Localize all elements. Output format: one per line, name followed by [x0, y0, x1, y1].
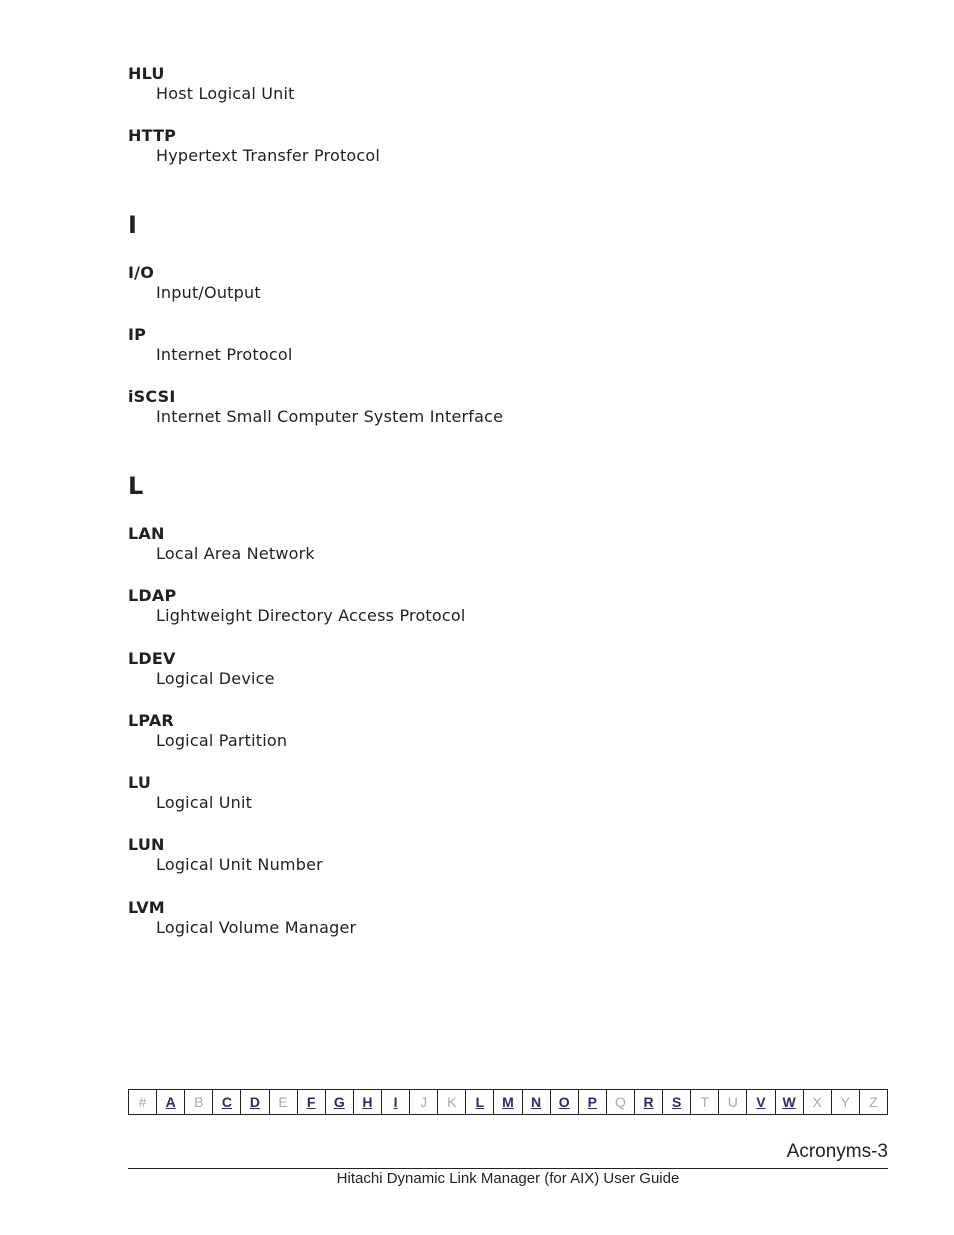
- acronym-entry: [128, 773, 252, 813]
- acronym-definition: Host Logical Unit: [156, 84, 295, 103]
- acronym-definition: Input/Output: [156, 283, 261, 302]
- acronym-term: LAN: [128, 524, 165, 543]
- alpha-link-l[interactable]: L: [466, 1090, 494, 1114]
- section-heading-i: I: [128, 211, 137, 239]
- alpha-link-hash: #: [129, 1090, 157, 1114]
- acronym-definition: Internet Small Computer System Interface: [156, 407, 504, 426]
- alpha-link-k: K: [438, 1090, 466, 1114]
- alpha-link-a[interactable]: A: [157, 1090, 185, 1114]
- alpha-link-u: U: [719, 1090, 747, 1114]
- acronym-definition: Internet Protocol: [156, 345, 293, 364]
- acronym-entry: [128, 711, 287, 751]
- alpha-link-i[interactable]: I: [382, 1090, 410, 1114]
- acronym-term: LU: [128, 773, 152, 792]
- acronym-term: iSCSI: [128, 387, 176, 406]
- alpha-link-h[interactable]: H: [354, 1090, 382, 1114]
- footer-guide-title: Hitachi Dynamic Link Manager (for AIX) User Guide: [336, 1170, 680, 1187]
- page-number-label: Acronyms-3: [786, 1141, 888, 1162]
- acronym-term: I/O: [128, 263, 154, 282]
- alpha-link-g[interactable]: G: [326, 1090, 354, 1114]
- alpha-link-t: T: [691, 1090, 719, 1114]
- alphabet-index-nav: [128, 1089, 888, 1115]
- acronym-definition: Logical Unit: [156, 793, 253, 812]
- acronym-term: HTTP: [128, 126, 177, 145]
- acronym-definition: Logical Device: [156, 669, 275, 688]
- acronym-definition: Lightweight Directory Access Protocol: [156, 606, 466, 625]
- alpha-link-m[interactable]: M: [494, 1090, 522, 1114]
- alpha-link-f[interactable]: F: [298, 1090, 326, 1114]
- alpha-link-o[interactable]: O: [551, 1090, 579, 1114]
- acronym-entry: [128, 387, 503, 427]
- acronym-definition: Logical Unit Number: [156, 855, 323, 874]
- acronym-entry: [128, 649, 275, 689]
- acronym-entry: [128, 898, 356, 938]
- acronym-entry: [128, 325, 293, 365]
- acronym-term: IP: [128, 325, 147, 344]
- acronym-term: LVM: [128, 898, 165, 917]
- acronym-term: LDEV: [128, 649, 176, 668]
- acronym-entry: [128, 835, 323, 875]
- acronym-term: LUN: [128, 835, 165, 854]
- alpha-link-j: J: [410, 1090, 438, 1114]
- acronym-term: LPAR: [128, 711, 174, 730]
- acronym-term: HLU: [128, 64, 165, 83]
- alpha-link-y: Y: [832, 1090, 860, 1114]
- alpha-link-v[interactable]: V: [747, 1090, 775, 1114]
- acronym-entry: [128, 586, 466, 626]
- alpha-link-b: B: [185, 1090, 213, 1114]
- alpha-link-s[interactable]: S: [663, 1090, 691, 1114]
- acronym-term: LDAP: [128, 586, 177, 605]
- acronym-entry: [128, 64, 295, 104]
- acronym-entry: [128, 524, 315, 564]
- alpha-link-r[interactable]: R: [635, 1090, 663, 1114]
- acronym-definition: Hypertext Transfer Protocol: [156, 146, 381, 165]
- alpha-link-e: E: [270, 1090, 298, 1114]
- alpha-link-c[interactable]: C: [213, 1090, 241, 1114]
- alpha-link-n[interactable]: N: [523, 1090, 551, 1114]
- acronym-definition: Logical Partition: [156, 731, 288, 750]
- alpha-link-x: X: [804, 1090, 832, 1114]
- section-heading-l: L: [128, 472, 144, 500]
- alpha-link-w[interactable]: W: [776, 1090, 804, 1114]
- alpha-link-p[interactable]: P: [579, 1090, 607, 1114]
- acronym-definition: Logical Volume Manager: [156, 918, 357, 937]
- acronym-definition: Local Area Network: [156, 544, 315, 563]
- alpha-link-q: Q: [607, 1090, 635, 1114]
- alpha-link-z: Z: [869, 1094, 878, 1110]
- acronym-entry: [128, 126, 380, 166]
- alpha-link-d[interactable]: D: [241, 1090, 269, 1114]
- acronym-entry: [128, 263, 261, 303]
